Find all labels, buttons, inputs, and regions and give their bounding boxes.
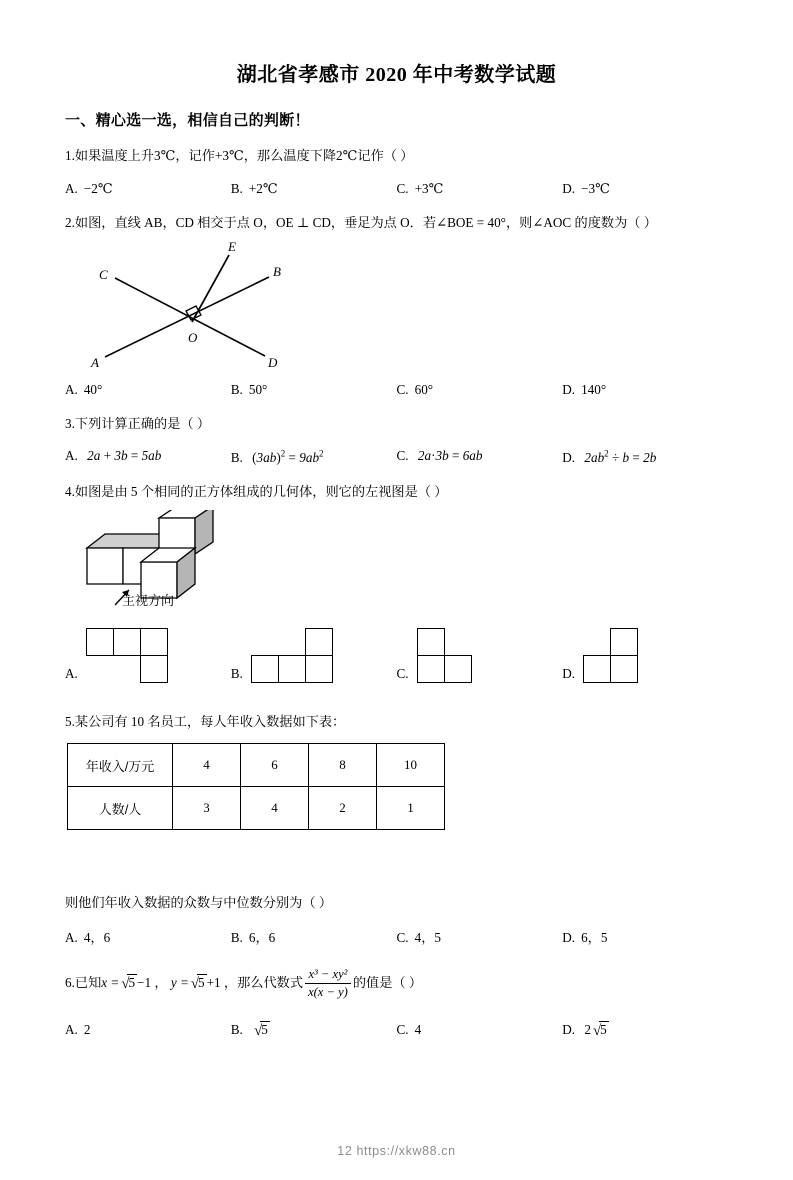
q1-text-g: 记作（ ） — [357, 148, 414, 163]
question-5-sub-stem: 则他们年收入数据的众数与中位数分别为（ ） — [65, 895, 333, 911]
option-row-item[interactable] — [65, 181, 231, 197]
option-text: 60° — [414, 381, 434, 397]
q1-text-a: 1.如果温度上升 — [65, 148, 155, 163]
option-row-item[interactable] — [562, 181, 728, 197]
option-label: C. — [396, 1022, 409, 1038]
label-D: D — [268, 354, 278, 370]
option-text: +3℃ — [414, 180, 444, 196]
q6-text-a: 6.已知 — [65, 975, 102, 991]
option-label: C. — [396, 180, 409, 196]
option-label: B. — [230, 665, 243, 681]
q1-text-b: 3℃ — [154, 148, 176, 163]
option-text: 140° — [581, 381, 607, 397]
fraction-numerator: x³ − xy² — [305, 967, 351, 983]
table-cell: 4 — [241, 787, 309, 830]
option-row-item[interactable] — [65, 1022, 231, 1040]
option-row-item[interactable] — [231, 1022, 397, 1040]
option-text: 40° — [83, 381, 103, 397]
question-1-stem — [65, 146, 728, 166]
label-E: E — [228, 238, 236, 254]
q6-text-e: y = — [170, 975, 189, 991]
option-label: A. — [65, 381, 78, 397]
income-data-table — [67, 743, 445, 830]
label-C: C — [99, 266, 108, 282]
option-row-item[interactable] — [65, 927, 231, 946]
label-O: O — [188, 329, 198, 345]
option-row-item[interactable] — [231, 448, 397, 465]
question-3-stem: 3.下列计算正确的是（ ） — [65, 415, 211, 431]
option-row-item[interactable] — [231, 181, 397, 197]
option-text: −3℃ — [581, 180, 610, 196]
table-cell: 4 — [173, 744, 241, 787]
footer-watermark: 12 https://xkw88.cn — [337, 1144, 456, 1158]
option-label: B. — [230, 930, 243, 946]
option-text: 2 √5 — [584, 1022, 607, 1040]
page-title: 湖北省孝感市 2020 年中考数学试题 — [236, 64, 557, 86]
section-heading: 一、精心选一选，相信自己的判断！ — [65, 113, 310, 129]
option-row-item[interactable] — [562, 628, 728, 686]
option-row-item[interactable] — [65, 628, 231, 686]
question-6-options — [65, 1022, 728, 1040]
option-label: D. — [562, 449, 576, 465]
option-text: 4，6 — [83, 930, 111, 946]
option-row-item[interactable] — [397, 448, 563, 465]
option-row-item[interactable] — [562, 927, 728, 946]
option-text: 50° — [248, 381, 268, 397]
question-2-options — [65, 382, 728, 398]
table-cell: 2 — [309, 787, 377, 830]
table-cell: 10 — [377, 744, 445, 787]
option-text: 4，5 — [414, 930, 441, 946]
q6-text-g: +1 ，那么代数式 — [206, 975, 304, 991]
q6-text-b: x = — [101, 975, 120, 991]
option-label: D. — [562, 930, 576, 946]
question-6-stem — [65, 968, 728, 1000]
table-cell: 8 — [309, 744, 377, 787]
option-label: B. — [230, 180, 243, 196]
label-A: A — [91, 354, 99, 370]
option-label: B. — [230, 449, 243, 465]
option-label: C. — [396, 448, 409, 464]
option-text: 2a + 3b = 5ab — [87, 448, 162, 464]
question-3-options — [65, 448, 728, 465]
view-grid-b — [251, 628, 337, 686]
q1-text-c: ，记作 — [175, 148, 215, 163]
cube-solid-diagram — [77, 510, 277, 608]
option-label: C. — [396, 665, 409, 681]
q6-text-h: 的值是（ ） — [352, 975, 423, 991]
option-row-item[interactable] — [65, 448, 231, 465]
intersecting-lines-diagram — [87, 239, 317, 374]
option-text: −2℃ — [83, 180, 113, 196]
option-text: 6，5 — [581, 930, 608, 946]
table-row — [68, 787, 445, 830]
sqrt-icon: √5 — [592, 1022, 607, 1040]
table-row — [68, 744, 445, 787]
option-label: D. — [562, 180, 576, 196]
question-5-stem: 5.某公司有 10 名员工，每人年收入数据如下表： — [65, 713, 346, 729]
option-text: +2℃ — [248, 180, 278, 196]
option-label: C. — [396, 381, 409, 397]
option-row-item[interactable] — [562, 382, 728, 398]
option-row-item[interactable] — [231, 628, 397, 686]
fraction-expression — [305, 967, 351, 999]
option-text: $(3ab)^2 = 9ab^2$ — [252, 448, 324, 465]
front-view-direction-label: 主视方向 — [122, 592, 175, 608]
option-label: D. — [562, 1022, 576, 1038]
view-grid-c — [417, 628, 476, 686]
option-label: B. — [230, 1022, 243, 1038]
option-label: A. — [65, 448, 78, 464]
option-label: A. — [65, 665, 78, 681]
option-row-item[interactable] — [65, 382, 231, 398]
option-row-item[interactable] — [397, 927, 563, 946]
option-label: A. — [65, 930, 78, 946]
option-text: 6，6 — [248, 930, 276, 946]
table-cell: 1 — [377, 787, 445, 830]
row-header: 年收入/万元 — [68, 744, 173, 787]
q6-radicand-1: 5 — [128, 975, 136, 991]
option-label: A. — [65, 180, 78, 196]
cube-solid-svg — [77, 510, 277, 608]
question-4-stem: 4.如图是由 5 个相同的正方体组成的几何体，则它的左视图是（ ） — [65, 483, 448, 499]
geometry-svg — [87, 239, 317, 374]
sqrt-icon: √5 — [121, 975, 136, 993]
view-grid-d — [583, 628, 642, 686]
q6-radicand-2: 5 — [198, 975, 205, 991]
option-text: 2a·3b = 6ab — [417, 448, 483, 464]
question-4-options — [65, 628, 728, 686]
option-row-item[interactable] — [231, 927, 397, 946]
option-label: B. — [230, 381, 243, 397]
label-B: B — [273, 263, 281, 279]
q1-text-e: ，那么温度下降 — [243, 148, 337, 163]
option-row-item[interactable] — [562, 448, 728, 465]
option-row-item[interactable] — [397, 181, 563, 197]
option-text: 5 — [261, 1022, 268, 1038]
q1-text-f: 2℃ — [336, 148, 358, 163]
option-text: $2ab^2 \div b = 2b$ — [584, 448, 657, 465]
option-label: D. — [562, 665, 576, 681]
view-grid-a — [86, 628, 172, 686]
option-row-item[interactable] — [231, 382, 397, 398]
option-label: D. — [562, 381, 576, 397]
option-row-item[interactable] — [397, 1022, 563, 1040]
option-row-item[interactable] — [562, 1022, 728, 1040]
question-2-stem: 2.如图，直线 AB，CD 相交于点 O，OE ⊥ CD，垂足为点 O．若∠BOE = 40°，则∠AOC 的度数为（ ） — [65, 214, 657, 230]
q6-text-d: −1 ， — [137, 975, 168, 991]
option-row-item[interactable] — [397, 628, 563, 686]
question-1-options — [65, 181, 728, 197]
sqrt-icon: √5 — [190, 975, 205, 993]
row-header: 人数/人 — [68, 787, 173, 830]
q1-text-d: +3℃ — [214, 148, 244, 163]
option-text: 4 — [414, 1022, 422, 1038]
option-label: C. — [396, 930, 409, 946]
table-cell: 6 — [241, 744, 309, 787]
sqrt-icon: √5 — [254, 1022, 268, 1040]
option-label: A. — [65, 1022, 78, 1038]
exam-page — [0, 58, 793, 1180]
fraction-denominator: x(x − y) — [308, 984, 348, 999]
option-row-item[interactable] — [397, 382, 563, 398]
question-5-options — [65, 927, 728, 946]
table-cell: 3 — [173, 787, 241, 830]
option-text: 2 — [83, 1022, 91, 1038]
